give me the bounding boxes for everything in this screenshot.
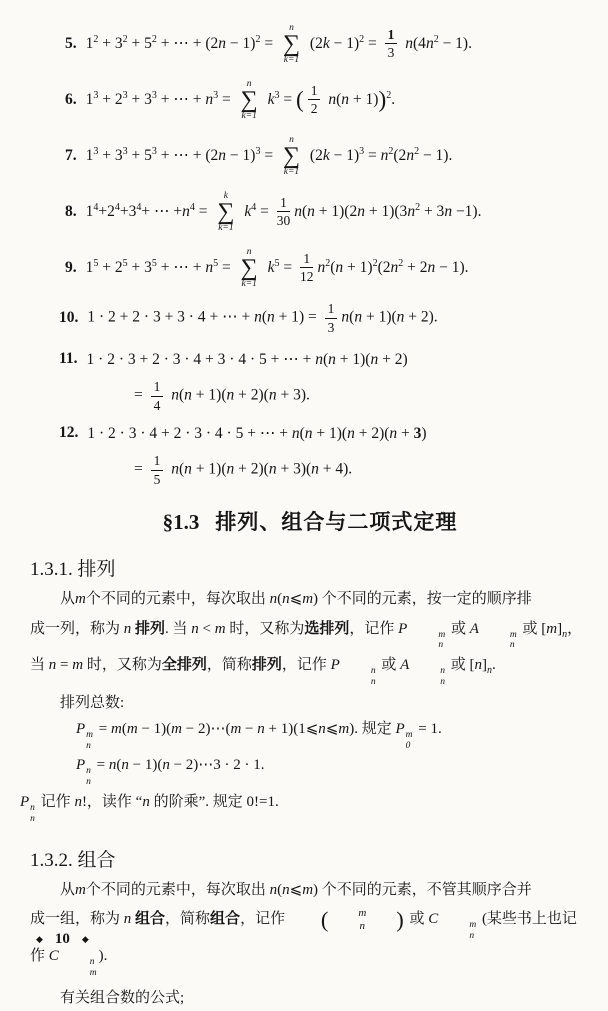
item-number: 10.	[59, 309, 79, 326]
item-number: 8.	[65, 203, 77, 220]
permutation-formula-1: P m n = m(m − 1)(m − 2)⋯(m − n + 1)(1⩽n⩽m). 规定 P m 0 = 1.	[76, 721, 442, 752]
exercise-item-12-continuation	[30, 452, 590, 488]
exercise-item-10	[30, 296, 590, 340]
page-footer	[36, 931, 89, 948]
subsection-title-131: 1.3.1. 排列	[30, 559, 116, 580]
item-number: 11.	[59, 350, 78, 367]
item-number: 9.	[65, 259, 77, 276]
section-title: 排列、组合与二项式定理	[215, 510, 458, 534]
paragraph-permutation: 从m个不同的元素中，每次取出 n(n⩽m) 个不同的元素，按一定的顺序排 成一列，称为 n 排列. 当 n < m 时，又称为选排列，记作 P m n 或 A m n 或 $[m]_n$， 当 n = m 时，又称为全排列，简称排列，记作 P n n 或 A n n 或 $[n]_n$.	[30, 591, 583, 688]
exercise-item-11	[30, 340, 590, 378]
page-number: 10	[54, 931, 70, 947]
formula: = $\frac{1}{5}$ n(n + 1)(n + 2)(n + 3)(n + 4).	[134, 452, 353, 487]
formula: $1^3 + 2^3 + 3^3$ + ⋯ + $n^3$ = n ∑ k=1 $k^3$ = ( $\frac{1}{2}$ n(n + 1))$^2$.	[85, 78, 396, 122]
exercise-item-12	[30, 414, 590, 452]
exercise-item-9	[30, 240, 590, 296]
exercise-item-7	[30, 128, 590, 184]
exercise-item-5	[30, 16, 590, 72]
formula: $1^3 + 3^3 + 5^3$ + ⋯ + $(2n - 1)^3$ = n ∑ k=1 $(2k - 1)^3 = n^2(2n^2 - 1)$.	[85, 134, 453, 178]
formula: = $\frac{1}{4}$ n(n + 1)(n + 2)(n + 3).	[134, 378, 310, 413]
item-number: 6.	[65, 91, 77, 108]
item-number: 7.	[65, 147, 77, 164]
formula: $1^5 + 2^5 + 3^5$ + ⋯ + $n^5$ = n ∑ k=1 $k^5$ = $\frac{1}{12}$ $n^2(n + 1)^2(2n^2 + 2n - 1)$.	[85, 246, 469, 290]
combination-formula-label: 有关组合数的公式;	[60, 990, 185, 1007]
permutation-total-label: 排列总数:	[60, 695, 125, 712]
formula: 1 · 2 · 3 + 2 · 3 · 4 + 3 · 4 · 5 + ⋯ + n(n + 1)(n + 2)	[86, 350, 408, 368]
exercise-item-11-continuation	[30, 378, 590, 414]
formula: 1 · 2 · 3 · 4 + 2 · 3 · 4 · 5 + ⋯ + n(n + 1)(n + 2)(n + 3)	[87, 424, 427, 442]
exercise-list	[30, 16, 590, 488]
formula: 1 · 2 + 2 · 3 + 3 · 4 + ⋯ + n(n + 1) = $\frac{1}{3}$ n(n + 1)(n + 2).	[87, 300, 438, 335]
footer-ornament-left-icon: ◆	[36, 934, 43, 944]
factorial-note: P n n 记作 n!，读作 “n 的阶乘”. 规定 0!=1.	[20, 793, 279, 824]
section-number: §1.3	[162, 510, 200, 534]
paragraph-combination: 从m个不同的元素中，每次取出 n(n⩽m) 个不同的元素，不管其顺序合并 成一组，称为 n 组合，简称组合，记作 ( m n ) 或 C m n (某些书上也记作 C n m ).	[30, 881, 577, 979]
footer-ornament-right-icon: ◆	[81, 934, 89, 944]
permutation-formula-2: P n n = n(n − 1)(n − 2)⋯3 · 2 · 1.	[76, 757, 265, 787]
item-number: 12.	[59, 424, 79, 441]
formula: $1^2 + 3^2 + 5^2$ + ⋯ + $(2n - 1)^2$ = n ∑ k=1 $(2k - 1)^2$ = $\frac{1}{3}$ $n(4n^2 - 1)$.	[85, 22, 472, 66]
section-heading	[30, 506, 590, 536]
item-number: 5.	[65, 35, 77, 52]
formula: $1^4+2^4+3^4+$ ⋯ $+n^4$ = k ∑ k=1 $k^4$ = $\frac{1}{30}$ $n(n + 1)(2n + 1)(3n^2 + 3n -1)$.	[85, 190, 482, 234]
exercise-item-8	[30, 184, 590, 240]
subsection-title-132: 1.3.2. 组合	[30, 849, 116, 871]
exercise-item-6	[30, 72, 590, 128]
